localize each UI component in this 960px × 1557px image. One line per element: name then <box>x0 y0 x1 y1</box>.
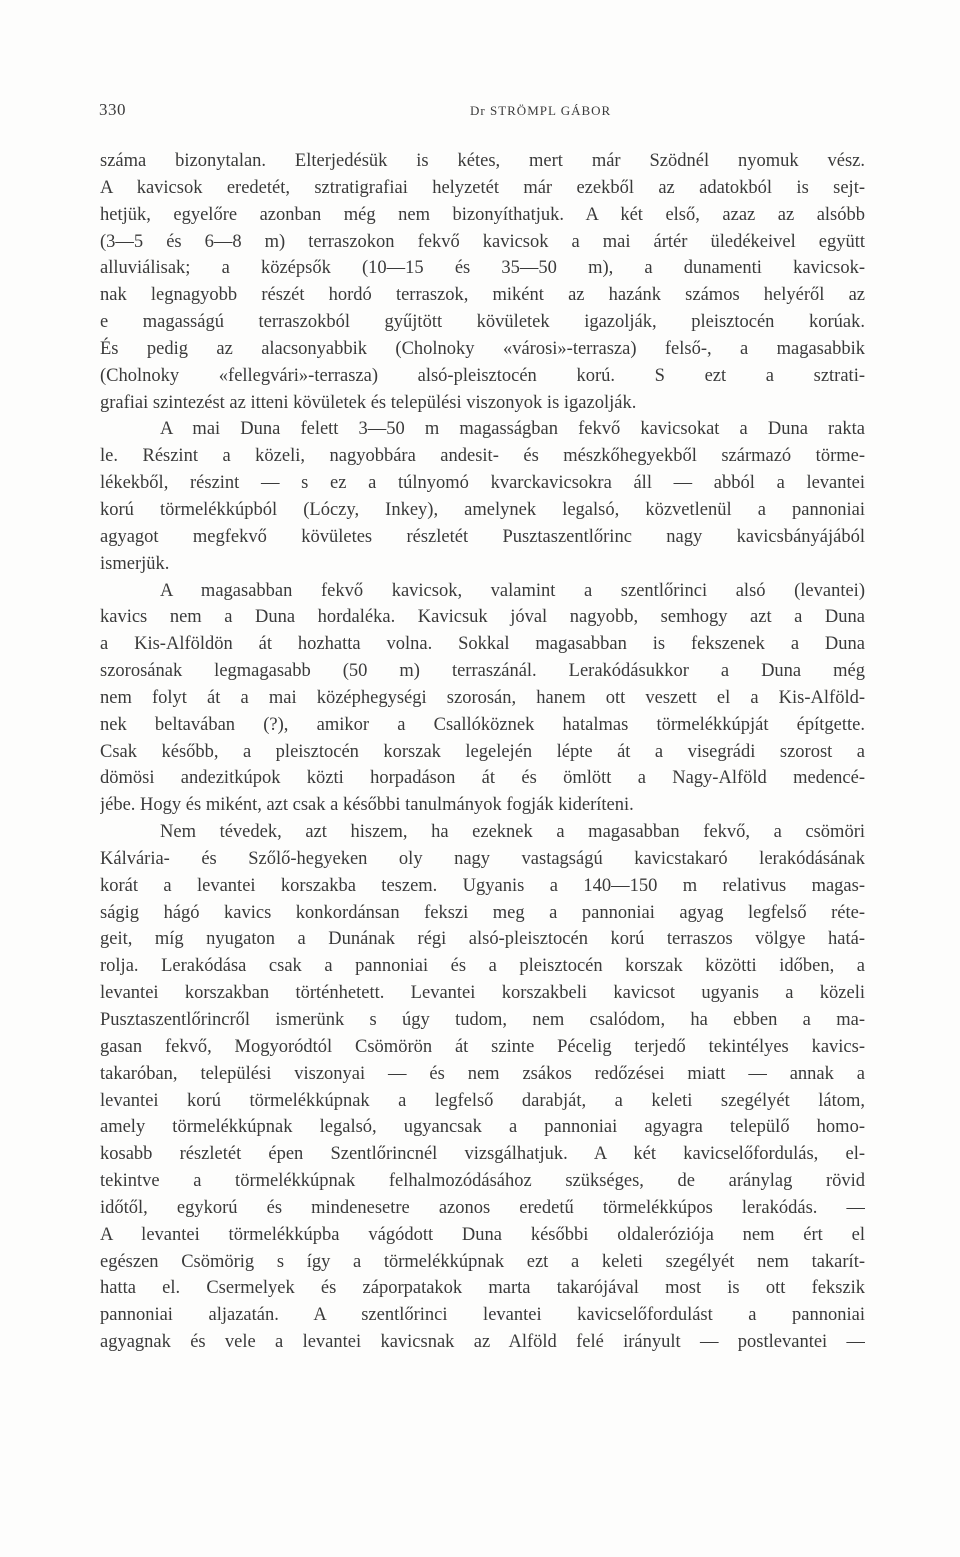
text-line: egészen Csömörig s így a törmelékkúpnak ezt a keleti szegélyét nem takarít- <box>100 1251 865 1272</box>
text-line: ismerjük. <box>100 553 170 574</box>
text-line: levantei korú törmelékkúpnak a legfelső darabját, a keleti szegélyét látom, <box>100 1090 865 1111</box>
text-line: hatta el. Csermelyek és záporpatakok marta takarójával most is ott fekszik <box>100 1278 865 1299</box>
text-line: ságig hágó kavics konkordánsan fekszi meg a pannoniai agyag legfelső réte- <box>100 902 865 923</box>
text-line: korát a levantei korszakba teszem. Ugyanis a 140—150 m relativus magas- <box>100 875 865 896</box>
text-line: lékekből, részint — s ez a túlnyomó kvarckavicsokra áll — abból a levantei <box>100 473 865 494</box>
text-line: kosabb részletét épen Szentlőrincnél vizsgálhatjuk. A két kavicselőfordulás, el- <box>100 1144 865 1165</box>
text-line: nak legnagyobb részét hordó terraszok, miként az hazánk számos helyéről az <box>100 285 865 306</box>
text-line: A mai Duna felett 3—50 m magasságban fekvő kavicsokat a Duna rakta <box>160 419 865 440</box>
page-header <box>99 100 864 124</box>
body-text <box>100 148 865 1356</box>
running-head-author: Dr STRÖMPL GÁBOR <box>470 103 612 118</box>
page-number: 330 <box>99 100 126 119</box>
text-line: le. Részint a közeli, nagyobbára andesit- és mészkőhegyekből származó törme- <box>100 446 865 467</box>
text-line: A kavicsok eredetét, sztratigrafiai helyzetét már ezekből az adatokból is sejt- <box>100 177 865 198</box>
text-line: jébe. Hogy és miként, azt csak a későbbi tanulmányok fogják kideríteni. <box>100 795 634 816</box>
text-line: alluviálisak; a középsők (10—15 és 35—50 m), a dunamenti kavicsok- <box>100 258 865 279</box>
text-line: geit, míg nyugaton a Dunának régi alsó-pleisztocén korú terraszos völgye hatá- <box>100 929 865 950</box>
text-line: a Kis-Alföldön át hozhatta volna. Sokkal magasabban is fekszenek a Duna <box>100 634 865 655</box>
text-line: e magasságú terraszokból gyűjtött kövületek igazolják, pleisztocén korúak. <box>100 312 865 333</box>
text-line: gasan fekvő, Mogyoródtól Csömörön át szinte Pécelig terjedő tekintélyes kavics- <box>100 1036 865 1057</box>
text-line: A levantei törmelékkúpba vágódott Duna későbbi oldaleróziója nem ért el <box>100 1224 865 1245</box>
text-line: száma bizonytalan. Elterjedésük is kétes, mert már Szödnél nyomuk vész. <box>100 151 865 171</box>
text-line: tekintve a törmelékkúpnak felhalmozódásához szükséges, de aránylag rövid <box>100 1171 865 1192</box>
text-line: És pedig az alacsonyabbik (Cholnoky «városi»-terrasza) felső-, a magasabbik <box>100 338 865 359</box>
text-line: szorosának legmagasabb (50 m) terraszánál. Lerakódásukkor a Duna még <box>100 661 865 682</box>
text-line: (Cholnoky «fellegvári»-terrasza) alsó-pleisztocén korú. S ezt a sztrati- <box>100 365 865 386</box>
text-line: Csak később, a pleisztocén korszak legelején lépte át a visegrádi szorost a <box>100 741 865 762</box>
text-line: nem folyt át a mai középhegységi szorosán, hanem ott veszett el a Kis-Alföld- <box>100 687 865 708</box>
text-line: Pusztaszentlőrincről ismerünk s úgy tudom, nem csalódom, ha ebben a ma- <box>100 1010 865 1030</box>
text-line: grafiai szintezést az itteni kövületek és települési viszonyok is igazolják. <box>100 392 637 413</box>
text-line: nek beltavában (?), amikor a Csallóköznek hatalmas törmelékkúpját építgette. <box>100 714 865 735</box>
text-line: levantei korszakban történhetett. Levantei korszakbeli kavicsot ugyanis a közeli <box>100 983 865 1004</box>
text-line: időtől, egykorú és mindenesetre azonos eredetű törmelékkúpos lerakódás. — <box>100 1197 865 1218</box>
text-line: agyagot megfekvő kövületes részletét Pusztaszentlőrinc nagy kavicsbányájából <box>100 526 865 547</box>
text-line: agyagnak és vele a levantei kavicsnak az Alföld felé irányult — postlevantei — <box>100 1332 865 1353</box>
text-line: rolja. Lerakódása csak a pannoniai és a pleisztocén korszak közötti időben, a <box>100 956 865 977</box>
text-line: takaróban, települési viszonyai — és nem zsákos redőzései miatt — annak a <box>100 1063 865 1084</box>
text-line: A magasabban fekvő kavicsok, valamint a szentlőrinci alsó (levantei) <box>160 580 865 601</box>
text-line: kavics nem a Duna hordaléka. Kavicsuk jóval nagyobb, semhogy azt a Duna <box>100 607 865 628</box>
text-line: pannoniai aljazatán. A szentlőrinci levantei kavicselőfordulást a pannoniai <box>100 1305 865 1326</box>
text-line: (3—5 és 6—8 m) terraszokon fekvő kavicsok a mai ártér üledékeivel együtt <box>100 231 865 252</box>
text-line: korú törmelékkúpból (Lóczy, Inkey), amelynek legalsó, közvetlenül a pannoniai <box>100 499 865 520</box>
text-line: amely törmelékkúpnak legalsó, ugyancsak a pannoniai agyagra települő homo- <box>100 1117 865 1138</box>
text-line: hetjük, egyelőre azonban még nem bizonyíthatjuk. A két első, azaz az alsóbb <box>100 204 865 225</box>
text-line: Nem tévedek, azt hiszem, ha ezeknek a magasabban fekvő, a csömöri <box>160 822 865 843</box>
text-line: dömösi andezitkúpok közti horpadáson át és ömlött a Nagy-Alföld medencé- <box>100 768 865 789</box>
text-line: Kálvária- és Szőlő-hegyeken oly nagy vastagságú kavicstakaró lerakódásának <box>100 848 865 869</box>
